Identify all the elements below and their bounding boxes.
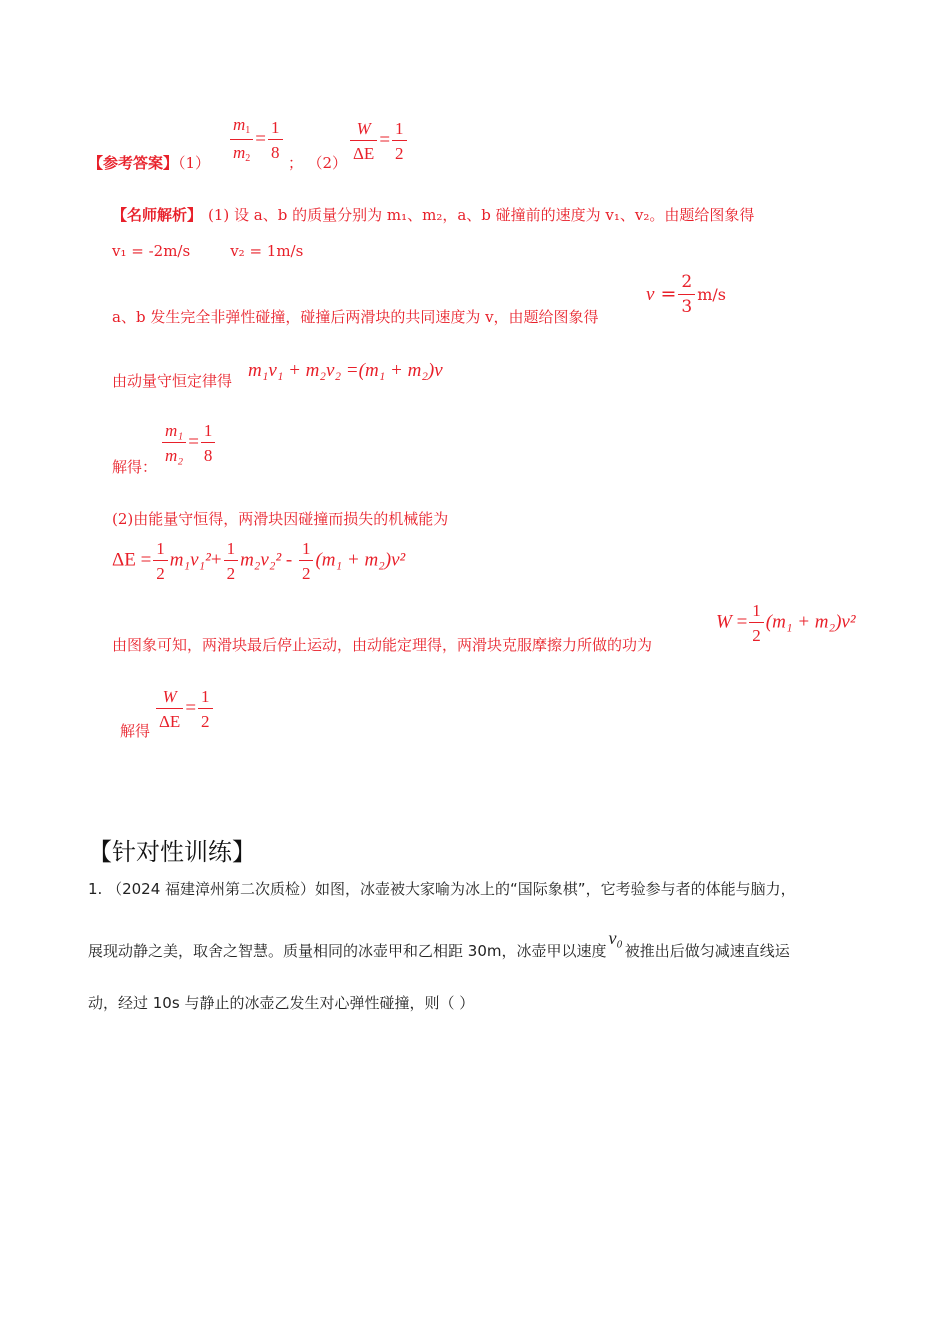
question-1-line-1: 1. （2024 福建漳州第二次质检）如图，冰壶被大家喻为冰上的“国际象棋”，它考验参与者的体能与脑力，: [88, 880, 796, 898]
solve-fraction-2: $\frac{W}{\Delta E}$ = $\frac{1}{2}$: [154, 688, 215, 730]
analysis-line-8: 由图象可知，两滑块最后停止运动，由动能定理得，两滑块克服摩擦力所做的功为: [112, 636, 653, 654]
answer-separator: ； （2）: [288, 154, 348, 172]
work-equation: W = $\frac{1}{2}$ (m₁ + m₂)v²: [716, 601, 856, 645]
common-velocity-equation: v = $\frac{2}{3}$ m/s: [646, 272, 727, 317]
answer-fraction-1: $\frac{m_1}{m_2}$ = $\frac{1}{8}$: [228, 116, 285, 164]
analysis-line-4: 由动量守恒定律得: [112, 372, 233, 390]
solve-label-1: 解得：: [112, 458, 158, 476]
answer-fraction-2: $\frac{W}{\Delta E}$ = $\frac{1}{2}$: [348, 120, 409, 162]
solve-label-2: 解得: [120, 722, 151, 740]
momentum-equation: m₁v₁ + m₂v₂ =(m₁ + m₂)v: [248, 360, 443, 381]
answer-label: 【参考答案】（1）: [88, 154, 211, 172]
analysis-line-1: 【名师解析】 (1) 设 a、b 的质量分别为 m₁、m₂，a、b 碰撞前的速度为 v₁、v₂。由题给图象得: [112, 206, 755, 224]
question-1-line-3: 动，经过 10s 与静止的冰壶乙发生对心弹性碰撞，则（ ）: [88, 994, 475, 1012]
question-1-line-2: 展现动静之美，取舍之智慧。质量相同的冰壶甲和乙相距 30m，冰壶甲以速度v₀被推出后做匀减速直线运: [88, 928, 790, 960]
solve-fraction-1: $\frac{\text{m₁}}{\text{m₂}}$ = $\frac{1}{8}$: [160, 422, 217, 464]
analysis-line-3: a、b 发生完全非弹性碰撞，碰撞后两滑块的共同速度为 v，由题给图象得: [112, 308, 599, 326]
analysis-velocities: v₁ = -2m/s v₂ = 1m/s: [112, 242, 304, 260]
energy-equation: ΔE = $\frac{1}{2}$ m₁v₁²+ $\frac{1}{2}$ m₂v₂² - $\frac{1}{2}$ (m₁ + m₂)v²: [112, 539, 406, 583]
analysis-line-6: (2)由能量守恒得，两滑块因碰撞而损失的机械能为: [112, 510, 449, 528]
section-heading: 【针对性训练】: [88, 838, 256, 866]
